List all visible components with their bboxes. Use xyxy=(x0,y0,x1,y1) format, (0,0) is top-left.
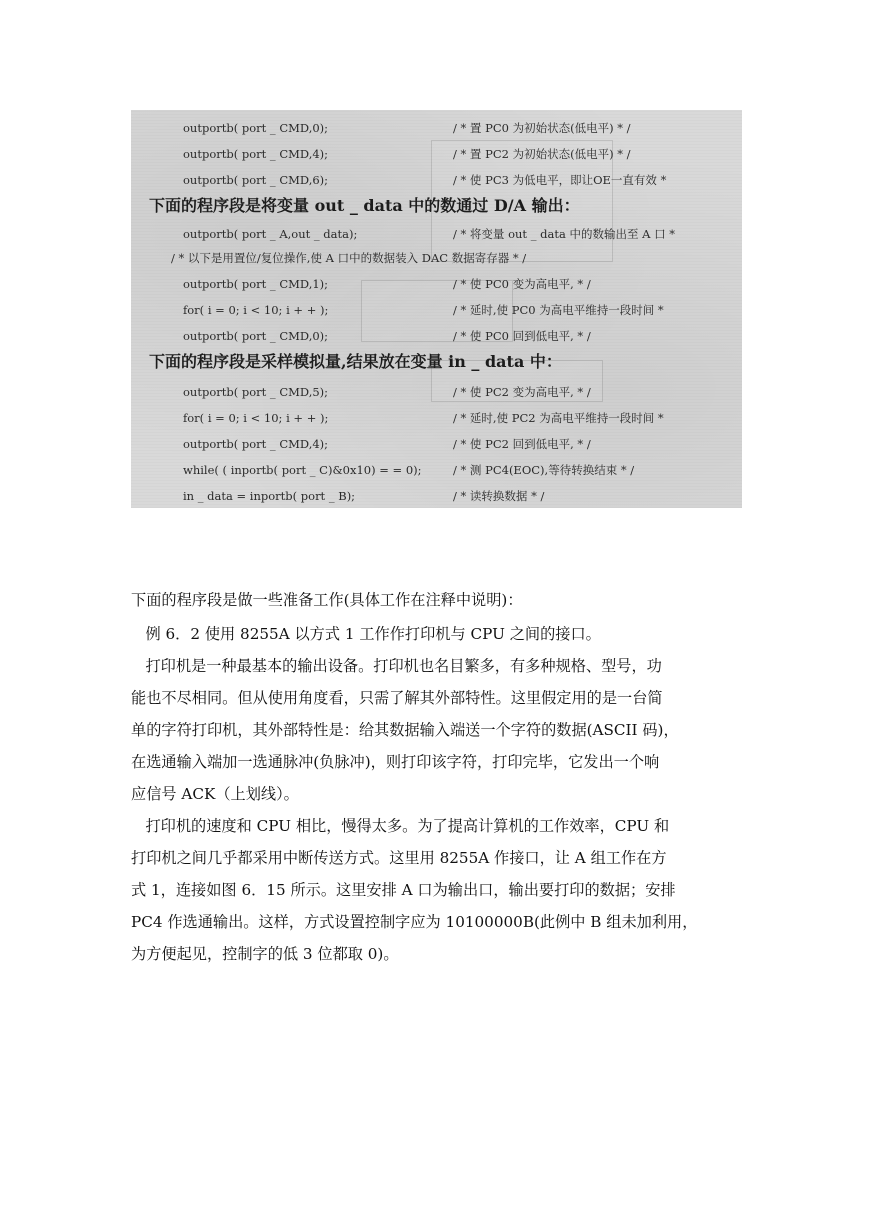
code-text: outportb( port _ CMD,0); xyxy=(183,329,329,343)
code-text: for( i = 0; i < 10; i + + ); xyxy=(183,411,329,425)
code-text: / * 以下是用置位/复位操作,使 A 口中的数据装入 DAC 数据寄存器 * / xyxy=(171,251,527,265)
code-text: outportb( port _ CMD,1); xyxy=(183,277,329,291)
code-text: 下面的程序段是将变量 out _ data 中的数通过 D/A 输出： xyxy=(149,196,580,215)
code-text: for( i = 0; i < 10; i + + ); xyxy=(183,303,329,317)
body-line: 在选通输入端加一选通脉冲(负脉冲)，则打印该字符，打印完毕，它发出一个响 xyxy=(131,753,660,771)
code-line xyxy=(131,406,742,430)
body-line: 为方便起见，控制字的低 3 位都取 0)。 xyxy=(131,945,399,963)
body-line: 打印机的速度和 CPU 相比，慢得太多。为了提高计算机的工作效率，CPU 和 xyxy=(131,817,670,835)
code-text: outportb( port _ CMD,5); xyxy=(183,385,329,399)
code-line xyxy=(131,272,742,296)
scanned-code-figure xyxy=(131,110,742,508)
code-line xyxy=(131,222,742,246)
body-line: 单的字符打印机，其外部特性是：给其数据输入端送一个字符的数据(ASCII 码)， xyxy=(131,721,679,739)
code-comment: / * 置 PC2 为初始状态(低电平) * / xyxy=(453,147,631,161)
code-comment: / * 读转换数据 * / xyxy=(453,489,545,503)
code-line xyxy=(131,116,742,140)
body-line: 能也不尽相同。但从使用角度看，只需了解其外部特性。这里假定用的是一台简 xyxy=(131,689,663,707)
code-text: outportb( port _ CMD,0); xyxy=(183,121,329,135)
code-comment: / * 测 PC4(EOC),等待转换结束 * / xyxy=(453,463,635,477)
body-line: 应信号 ACK（上划线）。 xyxy=(131,785,299,803)
code-text: in _ data = inportb( port _ B); xyxy=(183,489,356,503)
body-line: 例 6．2 使用 8255A 以方式 1 工作作打印机与 CPU 之间的接口。 xyxy=(131,625,601,643)
body-line: PC4 作选通输出。这样，方式设置控制字应为 10100000B(此例中 B 组未加利用， xyxy=(131,913,698,931)
code-comment: / * 使 PC0 变为高电平, * / xyxy=(453,277,591,291)
code-comment: / * 置 PC0 为初始状态(低电平) * / xyxy=(453,121,631,135)
code-comment: / * 延时,使 PC0 为高电平维持一段时间 * xyxy=(453,303,664,317)
code-comment: / * 使 PC2 变为高电平, * / xyxy=(453,385,591,399)
code-line xyxy=(131,380,742,404)
code-text: 下面的程序段是采样模拟量,结果放在变量 in _ data 中： xyxy=(149,352,562,371)
code-text: outportb( port _ CMD,4); xyxy=(183,437,329,451)
code-line xyxy=(131,246,742,270)
code-comment: / * 将变量 out _ data 中的数输出至 A 口 * xyxy=(453,227,675,241)
code-comment: / * 使 PC3 为低电平，即让OE一直有效 * xyxy=(453,173,667,187)
code-line xyxy=(131,458,742,482)
code-comment: / * 使 PC0 回到低电平, * / xyxy=(453,329,591,343)
code-line xyxy=(131,168,742,192)
code-line xyxy=(131,298,742,322)
body-line: 式 1，连接如图 6．15 所示。这里安排 A 口为输出口，输出要打印的数据；安排 xyxy=(131,881,676,899)
code-text: outportb( port _ CMD,6); xyxy=(183,173,329,187)
code-comment: / * 延时,使 PC2 为高电平维持一段时间 * xyxy=(453,411,664,425)
code-figure-heading xyxy=(131,194,742,218)
code-line xyxy=(131,142,742,166)
code-text: outportb( port _ CMD,4); xyxy=(183,147,329,161)
code-comment: / * 使 PC2 回到低电平, * / xyxy=(453,437,591,451)
code-line xyxy=(131,432,742,456)
body-line: 打印机之间几乎都采用中断传送方式。这里用 8255A 作接口，让 A 组工作在方 xyxy=(131,849,667,867)
body-line: 下面的程序段是做一些准备工作(具体工作在注释中说明)： xyxy=(131,591,523,609)
code-text: outportb( port _ A,out _ data); xyxy=(183,227,358,241)
code-line xyxy=(131,484,742,508)
code-text: while( ( inportb( port _ C)&0x10) = = 0); xyxy=(183,463,422,477)
code-figure-heading xyxy=(131,350,742,374)
code-line xyxy=(131,324,742,348)
body-line: 打印机是一种最基本的输出设备。打印机也名目繁多，有多种规格、型号，功 xyxy=(131,657,662,675)
